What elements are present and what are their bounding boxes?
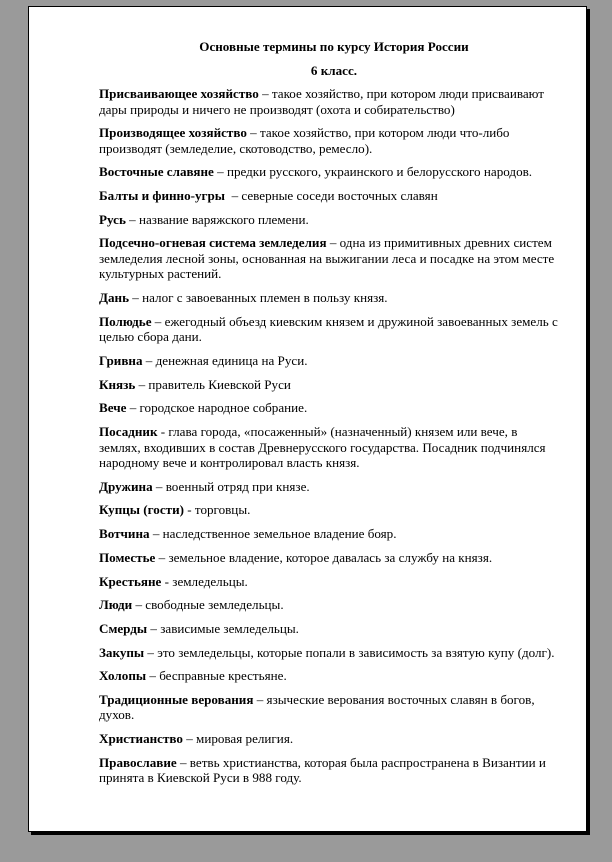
term-definition: – налог с завоеванных племен в пользу князя.	[129, 290, 388, 306]
term-entry	[99, 645, 561, 661]
term-definition: - глава города, «посаженный» (назначенный) князем или вече, в землях, входивших в состав Древнерусского государства. Посадник подчинялся народному вече и контролировал власть князя.	[99, 424, 549, 471]
term-entry	[99, 597, 561, 613]
term-name: Традиционные верования	[99, 691, 254, 707]
term-entry	[99, 526, 561, 542]
term-entry	[99, 668, 561, 684]
term-definition: – такое хозяйство, при котором люди присваивают дары природы и ничего не производят (охота и собирательство)	[99, 86, 548, 117]
term-entry	[99, 377, 561, 393]
term-entry	[99, 188, 561, 204]
term-name: Поместье	[99, 549, 156, 565]
term-name: Христианство	[99, 731, 183, 747]
term-definition: – языческие верования восточных славян в богов, духов.	[99, 691, 538, 723]
term-entry	[99, 574, 561, 590]
term-definition: - торговцы.	[183, 502, 251, 518]
term-definition: – денежная единица на Руси.	[142, 353, 308, 368]
term-name: Производящее хозяйство	[99, 125, 247, 141]
term-definition: – зависимые земледельцы.	[147, 620, 299, 636]
term-name: Дружина	[99, 478, 153, 494]
term-entry	[99, 125, 561, 156]
term-name: Посадник	[99, 424, 158, 440]
term-entry	[99, 424, 561, 471]
document-subtitle: 6 класс.	[310, 62, 358, 78]
term-definition: – земельное владение, которое давалась за службу на князя.	[155, 549, 493, 565]
term-entry	[99, 731, 561, 747]
term-definition: – свободные земледельцы.	[132, 597, 284, 613]
terms-list	[99, 86, 561, 786]
term-entry	[99, 755, 561, 786]
term-name: Подсечно-огневая система земледелия	[99, 235, 327, 251]
term-entry	[99, 86, 561, 117]
term-definition: – это земледельцы, которые попали в зависимость за взятую купу (долг).	[144, 644, 555, 660]
term-entry	[99, 314, 561, 345]
term-name: Гривна	[99, 353, 143, 368]
term-name: Холопы	[99, 668, 147, 684]
term-definition: – городское народное собрание.	[126, 400, 308, 416]
document-page	[28, 6, 587, 832]
term-name: Присваивающее хозяйство	[99, 86, 259, 101]
term-definition: – ветвь христианства, которая была распространена в Византии и принята в Киевской Руси в 988 году.	[99, 754, 550, 786]
term-name: Люди	[99, 597, 133, 613]
page-content	[99, 39, 561, 794]
term-name: Закупы	[99, 644, 145, 660]
term-definition: – военный отряд при князе.	[152, 478, 310, 494]
term-name: Восточные славяне	[99, 164, 214, 180]
term-entry	[99, 235, 561, 282]
term-entry	[99, 502, 561, 518]
term-name: Князь	[99, 376, 136, 392]
term-name: Вотчина	[99, 526, 150, 542]
term-definition: – название варяжского племени.	[125, 211, 309, 227]
document-title: Основные термины по курсу История России	[199, 39, 469, 54]
term-definition: – мировая религия.	[182, 731, 294, 747]
term-entry	[99, 290, 561, 306]
term-name: Полюдье	[99, 313, 152, 329]
term-name: Смерды	[99, 620, 148, 636]
term-definition: - земледельцы.	[161, 573, 248, 589]
term-entry	[99, 479, 561, 495]
term-definition: – наследственное земельное владение бояр.	[149, 526, 397, 542]
term-entry	[99, 164, 561, 180]
term-definition: – предки русского, украинского и белорусского народов.	[213, 164, 533, 180]
term-name: Русь	[99, 211, 126, 227]
term-name: Дань	[99, 290, 130, 306]
term-definition: – северные соседи восточных славян	[225, 188, 438, 204]
term-entry	[99, 692, 561, 723]
term-entry	[99, 353, 561, 369]
term-definition: – бесправные крестьяне.	[146, 668, 287, 684]
term-entry	[99, 400, 561, 416]
term-definition: – правитель Киевской Руси	[135, 376, 291, 392]
term-name: Крестьяне	[99, 573, 162, 589]
term-entry	[99, 550, 561, 566]
term-name: Вече	[99, 400, 127, 416]
term-definition: – одна из примитивных древних систем земледелия лесной зоны, основанная на выжигании леса и посадке на этом месте культурных растений.	[99, 235, 558, 282]
term-name: Балты и финно-угры	[99, 188, 226, 204]
term-definition: – такое хозяйство, при котором люди что-либо производят (земледелие, скотоводство, ремесло).	[99, 125, 513, 156]
term-name: Купцы (гости)	[99, 502, 184, 518]
term-entry	[99, 621, 561, 637]
term-name: Православие	[99, 754, 177, 770]
term-entry	[99, 212, 561, 228]
term-definition: – ежегодный объезд киевским князем и дружиной завоеванных земель с целью сбора дани.	[99, 313, 562, 345]
